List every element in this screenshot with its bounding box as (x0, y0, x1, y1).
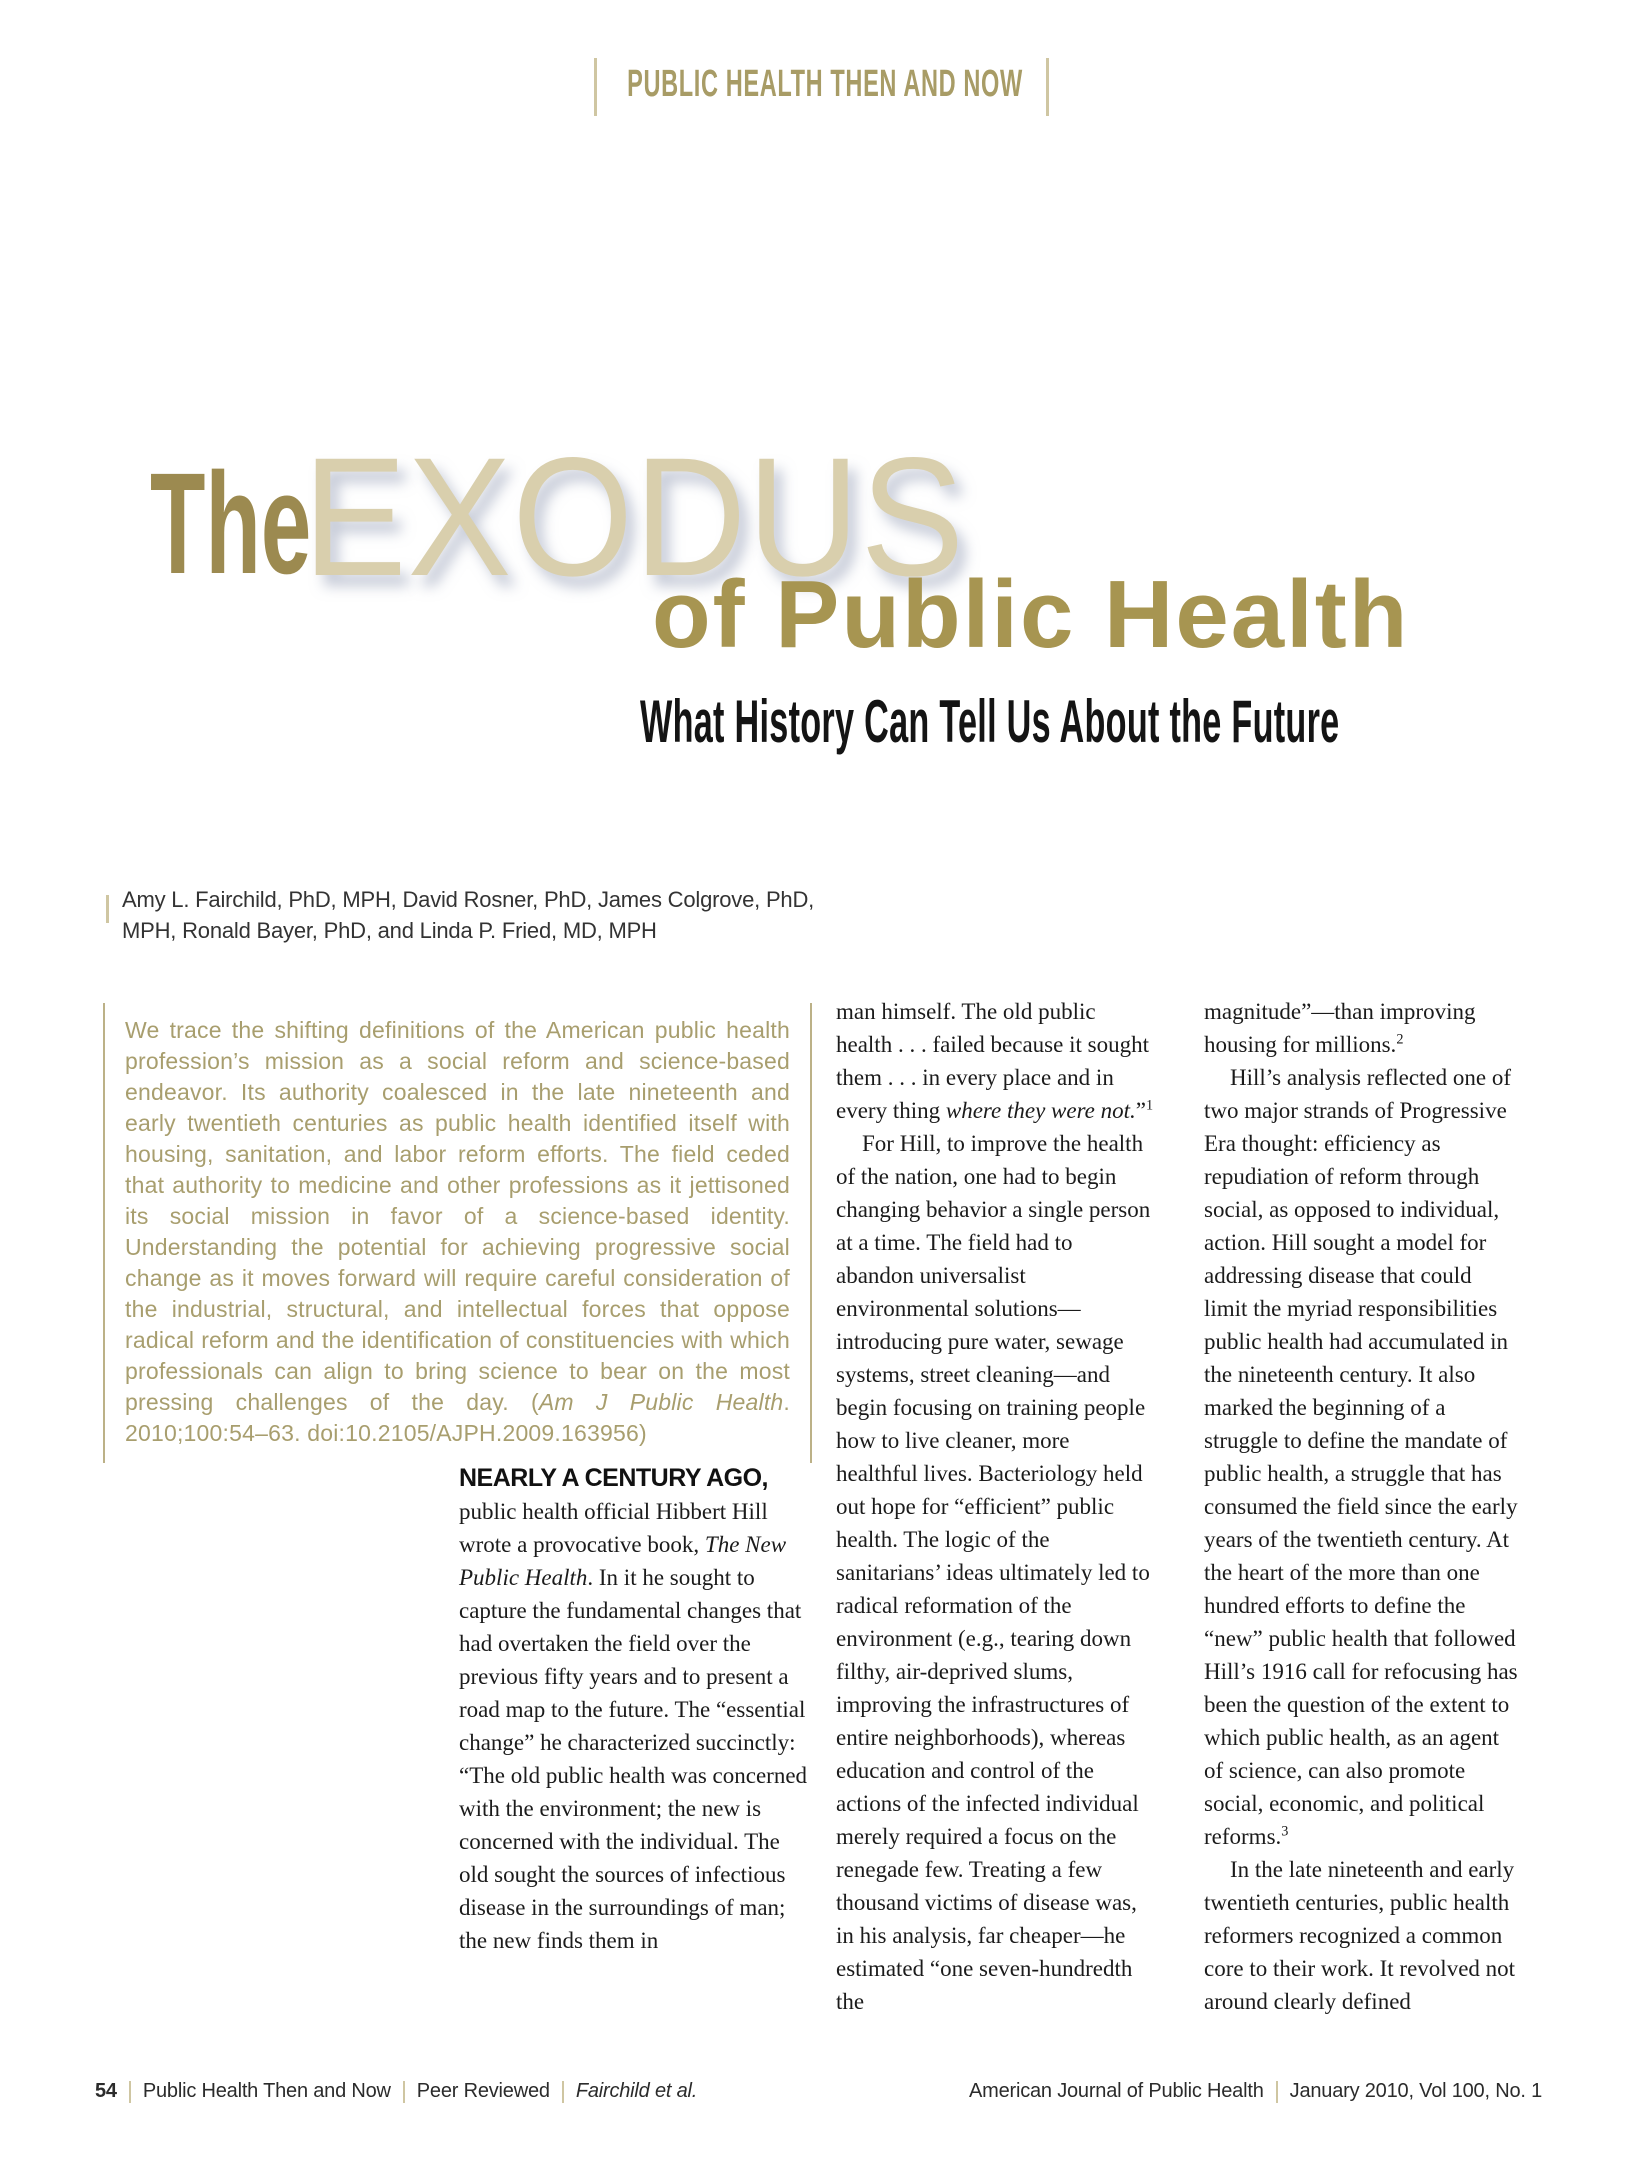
body-column-2 (836, 995, 1156, 2018)
footer-peer-reviewed: Peer Reviewed (416, 2080, 550, 2102)
lead-in-phrase: NEARLY A CENTURY AGO, (459, 1464, 768, 1492)
article-subtitle: What History Can Tell Us About the Future (640, 688, 1340, 755)
section-kicker: PUBLIC HEALTH THEN AND NOW (627, 63, 1023, 105)
title-line-of-public-health: of Public Health (652, 561, 1410, 668)
byline-rule (106, 895, 109, 923)
footer-journal-name: American Journal of Public Health (968, 2080, 1264, 2102)
title-word-the: The (150, 443, 312, 604)
body-column-1 (459, 1462, 809, 1957)
footer-issue-info: January 2010, Vol 100, No. 1 (1289, 2080, 1542, 2102)
footer-separator (562, 2081, 564, 2103)
body-column-3 (1204, 995, 1520, 2018)
footer-separator (403, 2081, 405, 2103)
footer-authors-short: Fairchild et al. (575, 2080, 698, 2102)
byline-authors: Amy L. Fairchild, PhD, MPH, David Rosner, PhD, James Colgrove, PhD, MPH, Ronald Bayer, PhD, and Linda P. Fried, MD, MPH (122, 887, 815, 943)
paragraph: magnitude”—than improving housing for millions.$^2$ (1204, 999, 1476, 1057)
paragraph: For Hill, to improve the health of the nation, one had to begin changing behavior a single person at a time. The field had to abandon universalist environmental solutions—introducing pure water, sewage systems, street cleaning—and begin focusing on training people how to live cleaner, more healthful lives. Bacteriology held out hope for “efficient” public health. The logic of the sanitarians’ ideas ultimately led to radical reformation of the environment (e.g., tearing down filthy, air-deprived slums, improving the infrastructures of entire neighborhoods), whereas education and control of the actions of the infected individual merely required a focus on the renegade few. Treating a few thousand victims of disease was, in his analysis, far cheaper—he estimated “one seven-hundredth the (836, 1131, 1151, 2014)
page-footer (95, 2080, 1542, 2103)
title-word-exodus: EXODUS (303, 422, 966, 611)
paragraph: man himself. The old public health . . . failed because it sought them . . . in every place and in every thing where they were not.”$^1$ (836, 999, 1154, 1123)
footer-separator (1276, 2081, 1278, 2103)
footer-right-group (969, 2080, 1542, 2103)
page-number: 54 (95, 2080, 117, 2102)
footer-separator (129, 2081, 131, 2103)
paragraph: In the late nineteenth and early twentieth centuries, public health reformers recognized a common core to their work. It revolved not around clearly defined (1204, 1857, 1516, 2014)
abstract-text: We trace the shifting definitions of the American public health profession’s mission as a social reform and science-based endeavor. Its authority coalesced in the late nineteenth and early twentieth centuries as public health identified itself with housing, sanitation, and labor reform efforts. The field ceded that authority to medicine and other professions as it jettisoned its social mission in favor of a science-based identity. Understanding the potential for achieving progressive social change as it moves forward will require careful consideration of the industrial, structural, and intellectual forces that oppose radical reform and the identification of constituencies with which professionals can align to bring science to bear on the most pressing challenges of the day. (Am J Public Health. 2010;100:54–63. doi:10.2105/AJPH.2009.163956) (125, 1017, 790, 1446)
kicker-right-rule (1046, 58, 1049, 116)
abstract-box (103, 1003, 812, 1463)
footer-left-group (95, 2080, 697, 2103)
paragraph: Hill’s analysis reflected one of two major strands of Progressive Era thought: efficiency as repudiation of reform through social, as opposed to individual, action. Hill sought a model for addressing disease that could limit the myriad responsibilities public health had accumulated in the nineteenth century. It also marked the beginning of a struggle to define the mandate of public health, a struggle that has consumed the field since the early years of the twentieth century. At the heart of the more than one hundred efforts to define the “new” public health that followed Hill’s 1916 call for refocusing has been the question of the extent to which public health, as an agent of science, can also promote social, economic, and political reforms.$^3$ (1204, 1065, 1518, 1849)
paragraph: public health official Hibbert Hill wrote a provocative book, The New Public Health. In it he sought to capture the fundamental changes that had overtaken the field over the previous fifty years and to present a road map to the future. The “essential change” he characterized succinctly: “The old public health was concerned with the environment; the new is concerned with the individual. The old sought the sources of infectious disease in the surroundings of man; the new finds them in (459, 1499, 808, 1953)
footer-section-title: Public Health Then and Now (142, 2080, 391, 2102)
